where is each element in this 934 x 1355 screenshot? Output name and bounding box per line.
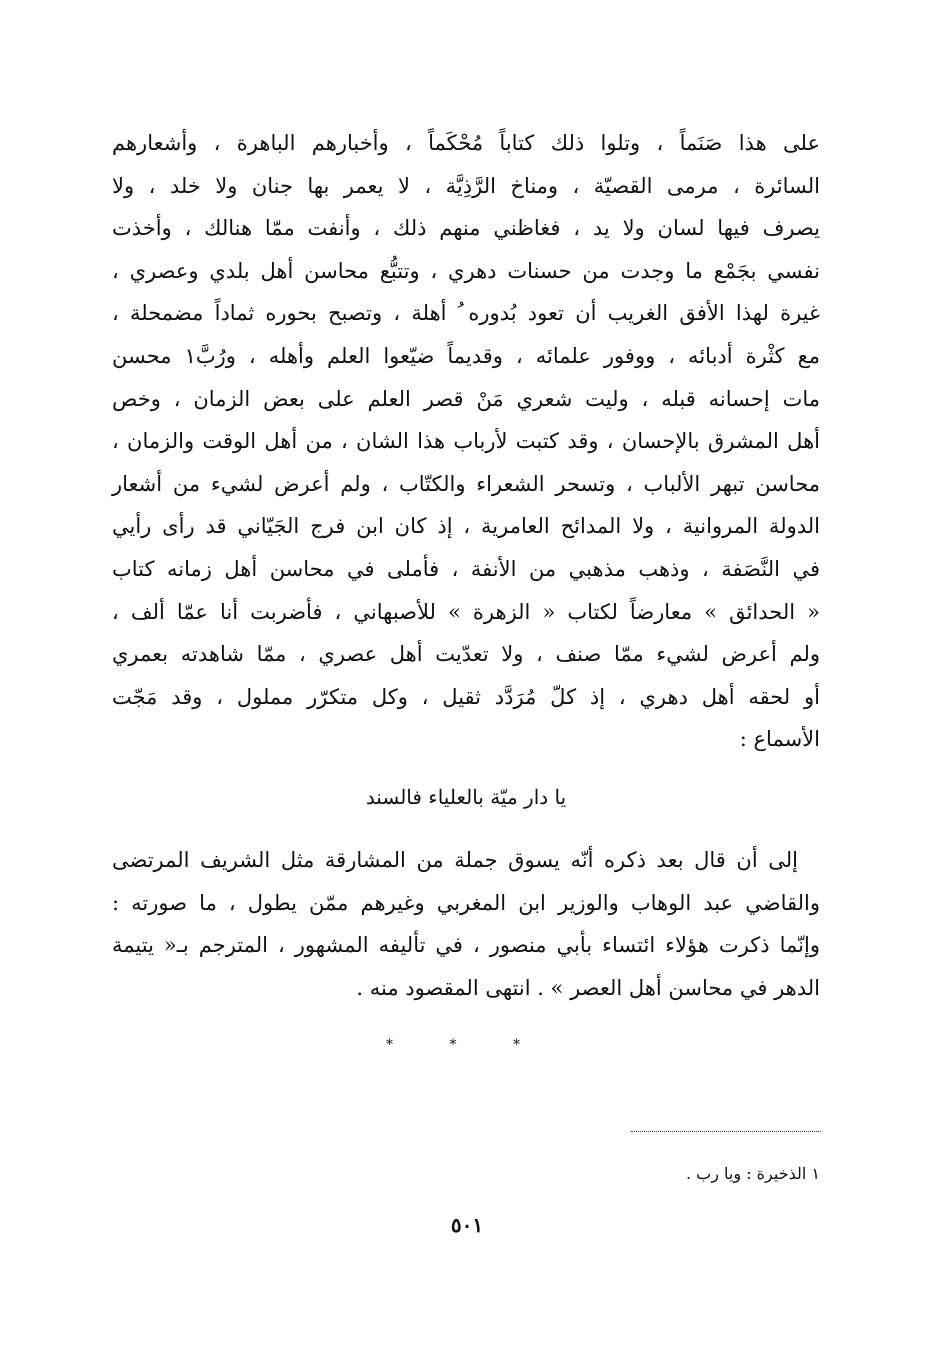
- second-paragraph: [112, 839, 820, 1009]
- text-line: أهل المشرق بالإحسان ، وقد كتبت لأرباب هذا الشان ، من أهل الوقت والزمان ،: [112, 429, 820, 454]
- text-line: السائرة ، مرمى القصيّة ، ومناخ الرَّذِيَّة ، لا يعمر بها جنان ولا خلد ، ولا: [112, 173, 820, 198]
- text-line: الأسماع :: [739, 727, 820, 752]
- text-line: وإنّما ذكرت هؤلاء ائتساء بأبي منصور ، في تأليفه المشهور ، المترجم بـ« يتيمة: [112, 933, 820, 958]
- text-line: ولم أعرض لشيء ممّا صنف ، ولا تعدّيت أهل عصري ، ممّا شاهدته بعمري: [112, 642, 820, 667]
- page-body: [112, 122, 820, 1053]
- text-line: في النَّصَفة ، وذهب مذهبي من الأنفة ، فأملى في محاسن أهل زمانه كتاب: [112, 556, 820, 581]
- text-line: يصرف فيها لسان ولا يد ، فغاظني منهم ذلك ، وأنفت ممّا هنالك ، وأخذت: [112, 216, 820, 241]
- text-line: أو لحقه أهل دهري ، إذ كلّ مُرَدَّد ثقيل ، وكل متكرّر مملول ، وقد مَجّت: [112, 684, 820, 709]
- text-line: الدولة المروانية ، ولا المدائح العامرية ، إذ كان ابن فرج الجَيّاني قد رأى رأيي: [112, 514, 820, 539]
- text-line: الدهر في محاسن أهل العصر » . انتهى المقصود منه .: [356, 975, 820, 1000]
- text-line: إلى أن قال بعد ذكره أنّه يسوق جملة من المشارقة مثل الشريف المرتضى: [112, 847, 798, 872]
- text-line: على هذا صَنَماً ، وتلوا ذلك كتاباً مُحْكَماً ، وأخبارهم الباهرة ، وأشعارهم: [112, 131, 820, 155]
- text-line: والقاضي عبد الوهاب والوزير ابن المغربي وغيرهم ممّن يطول ، ما صورته :: [112, 890, 820, 915]
- page-number: ٥٠١: [450, 1213, 484, 1237]
- main-paragraph: [112, 122, 820, 761]
- text-line: محاسن تبهر الألباب ، وتسحر الشعراء والكتّاب ، ولم أعرض لشيء من أشعار: [112, 471, 820, 496]
- section-separator-stars: * * *: [386, 1037, 546, 1054]
- text-line: غيرة لهذا الأفق الغريب أن تعود بُدوره ُ أهلة ، وتصبح بحوره ثماداً مضمحلة ،: [112, 301, 820, 326]
- text-line: « الحدائق » معارضاً لكتاب « الزهرة » للأصبهاني ، فأضربت أنا عمّا ألف ،: [112, 599, 820, 624]
- footnote: ١ الذخيرة : ويا رب .: [686, 1164, 820, 1183]
- text-line: مات إحسانه قبله ، وليت شعري مَنْ قصر العلم على بعض الزمان ، وخص: [112, 386, 820, 411]
- footnote-divider: [631, 1131, 821, 1132]
- text-line: نفسي بجَمْع ما وجدت من حسنات دهري ، وتتبُّع محاسن أهل بلدي وعصري ،: [112, 258, 820, 283]
- verse-line: يا دار ميّة بالعلياء فالسند: [365, 784, 567, 809]
- text-line: مع كثْرة أدبائه ، ووفور علمائه ، وقديماً ضيّعوا العلم وأهله ، ورُبَّ١ محسن: [112, 343, 820, 368]
